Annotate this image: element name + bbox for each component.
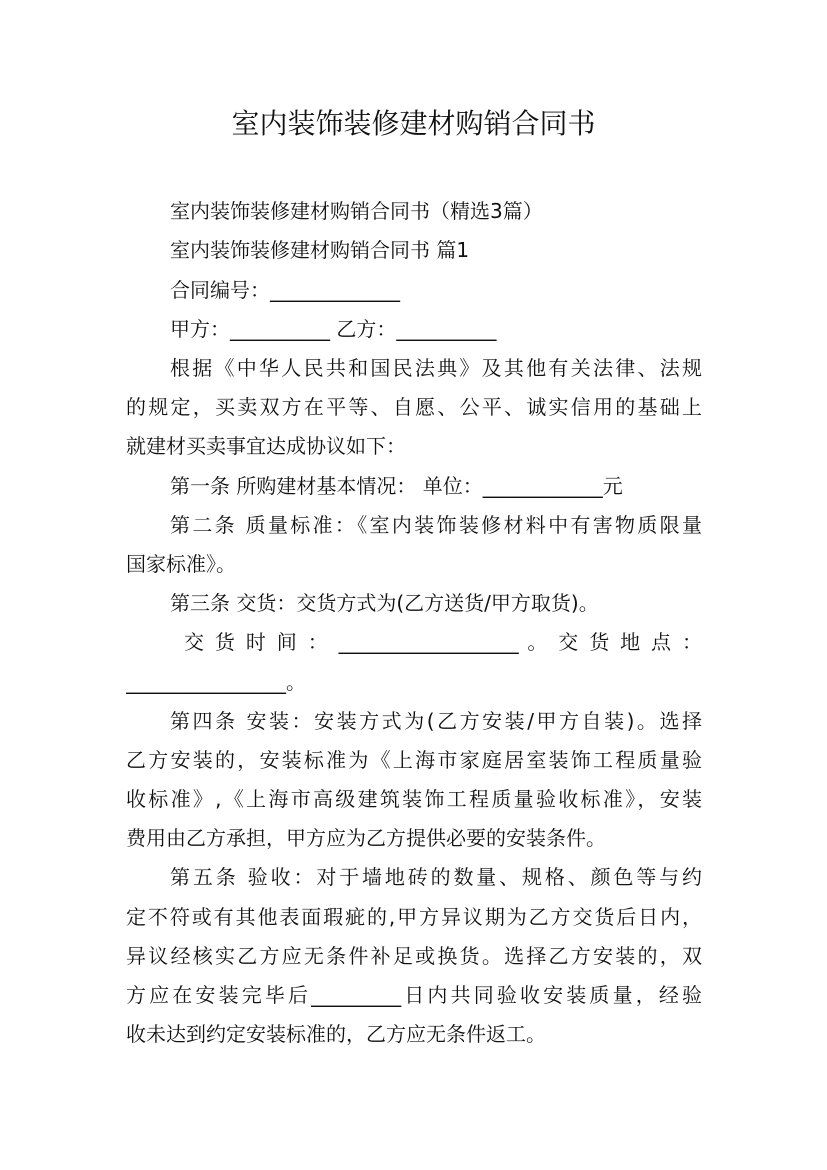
doc-line: 费用由乙方承担，甲方应为乙方提供必要的安装条件。 [126,826,606,850]
doc-line: 根据《中华人民共和国民法典》及其他有关法律、法规 [170,356,702,380]
doc-line: 第三条 交货：交货方式为(乙方送货/甲方取货)。 [170,591,599,615]
doc-line: 室内装饰装修建材购销合同书（精选3篇） [170,199,543,223]
doc-line: 乙方安装的，安装标准为《上海市家庭居室装饰工程质量验 [126,748,702,772]
doc-line: 甲方：__________ 乙方：__________ [170,317,497,341]
doc-line: 就建材买卖事宜达成协议如下： [126,434,406,458]
doc-line: ________________。 [126,670,306,694]
doc-line: 合同编号：_____________ [170,278,400,302]
doc-line: 第四条 安装：安装方式为(乙方安装/甲方自装)。选择 [170,709,702,733]
doc-line: 室内装饰装修建材购销合同书 篇1 [170,238,470,262]
doc-line: 第五条 验收：对于墙地砖的数量、规格、颜色等与约 [170,865,702,889]
doc-line: 收标准》,《上海市高级建筑装饰工程质量验收标准》，安装 [126,787,702,811]
document-title: 室内装饰装修建材购销合同书 [231,107,596,140]
doc-line: 定不符或有其他表面瑕疵的,甲方异议期为乙方交货后日内， [126,905,702,929]
doc-line: 第二条 质量标准：《室内装饰装修材料中有害物质限量 [170,513,702,537]
doc-line: 方应在安装完毕后_________日内共同验收安装质量，经验 [126,983,702,1007]
doc-line: 异议经核实乙方应无条件补足或换货。选择乙方安装的，双 [126,944,702,968]
doc-line: 的规定，买卖双方在平等、自愿、公平、诚实信用的基础上 [126,395,702,419]
doc-line: 收未达到约定安装标准的，乙方应无条件返工。 [126,1022,546,1046]
doc-line: 国家标准》。 [126,552,236,576]
doc-line: 交 货 时 间 ： __________________ 。 交 货 地 点 ： [184,630,702,654]
doc-line: 第一条 所购建材基本情况： 单位：____________元 [170,474,623,498]
